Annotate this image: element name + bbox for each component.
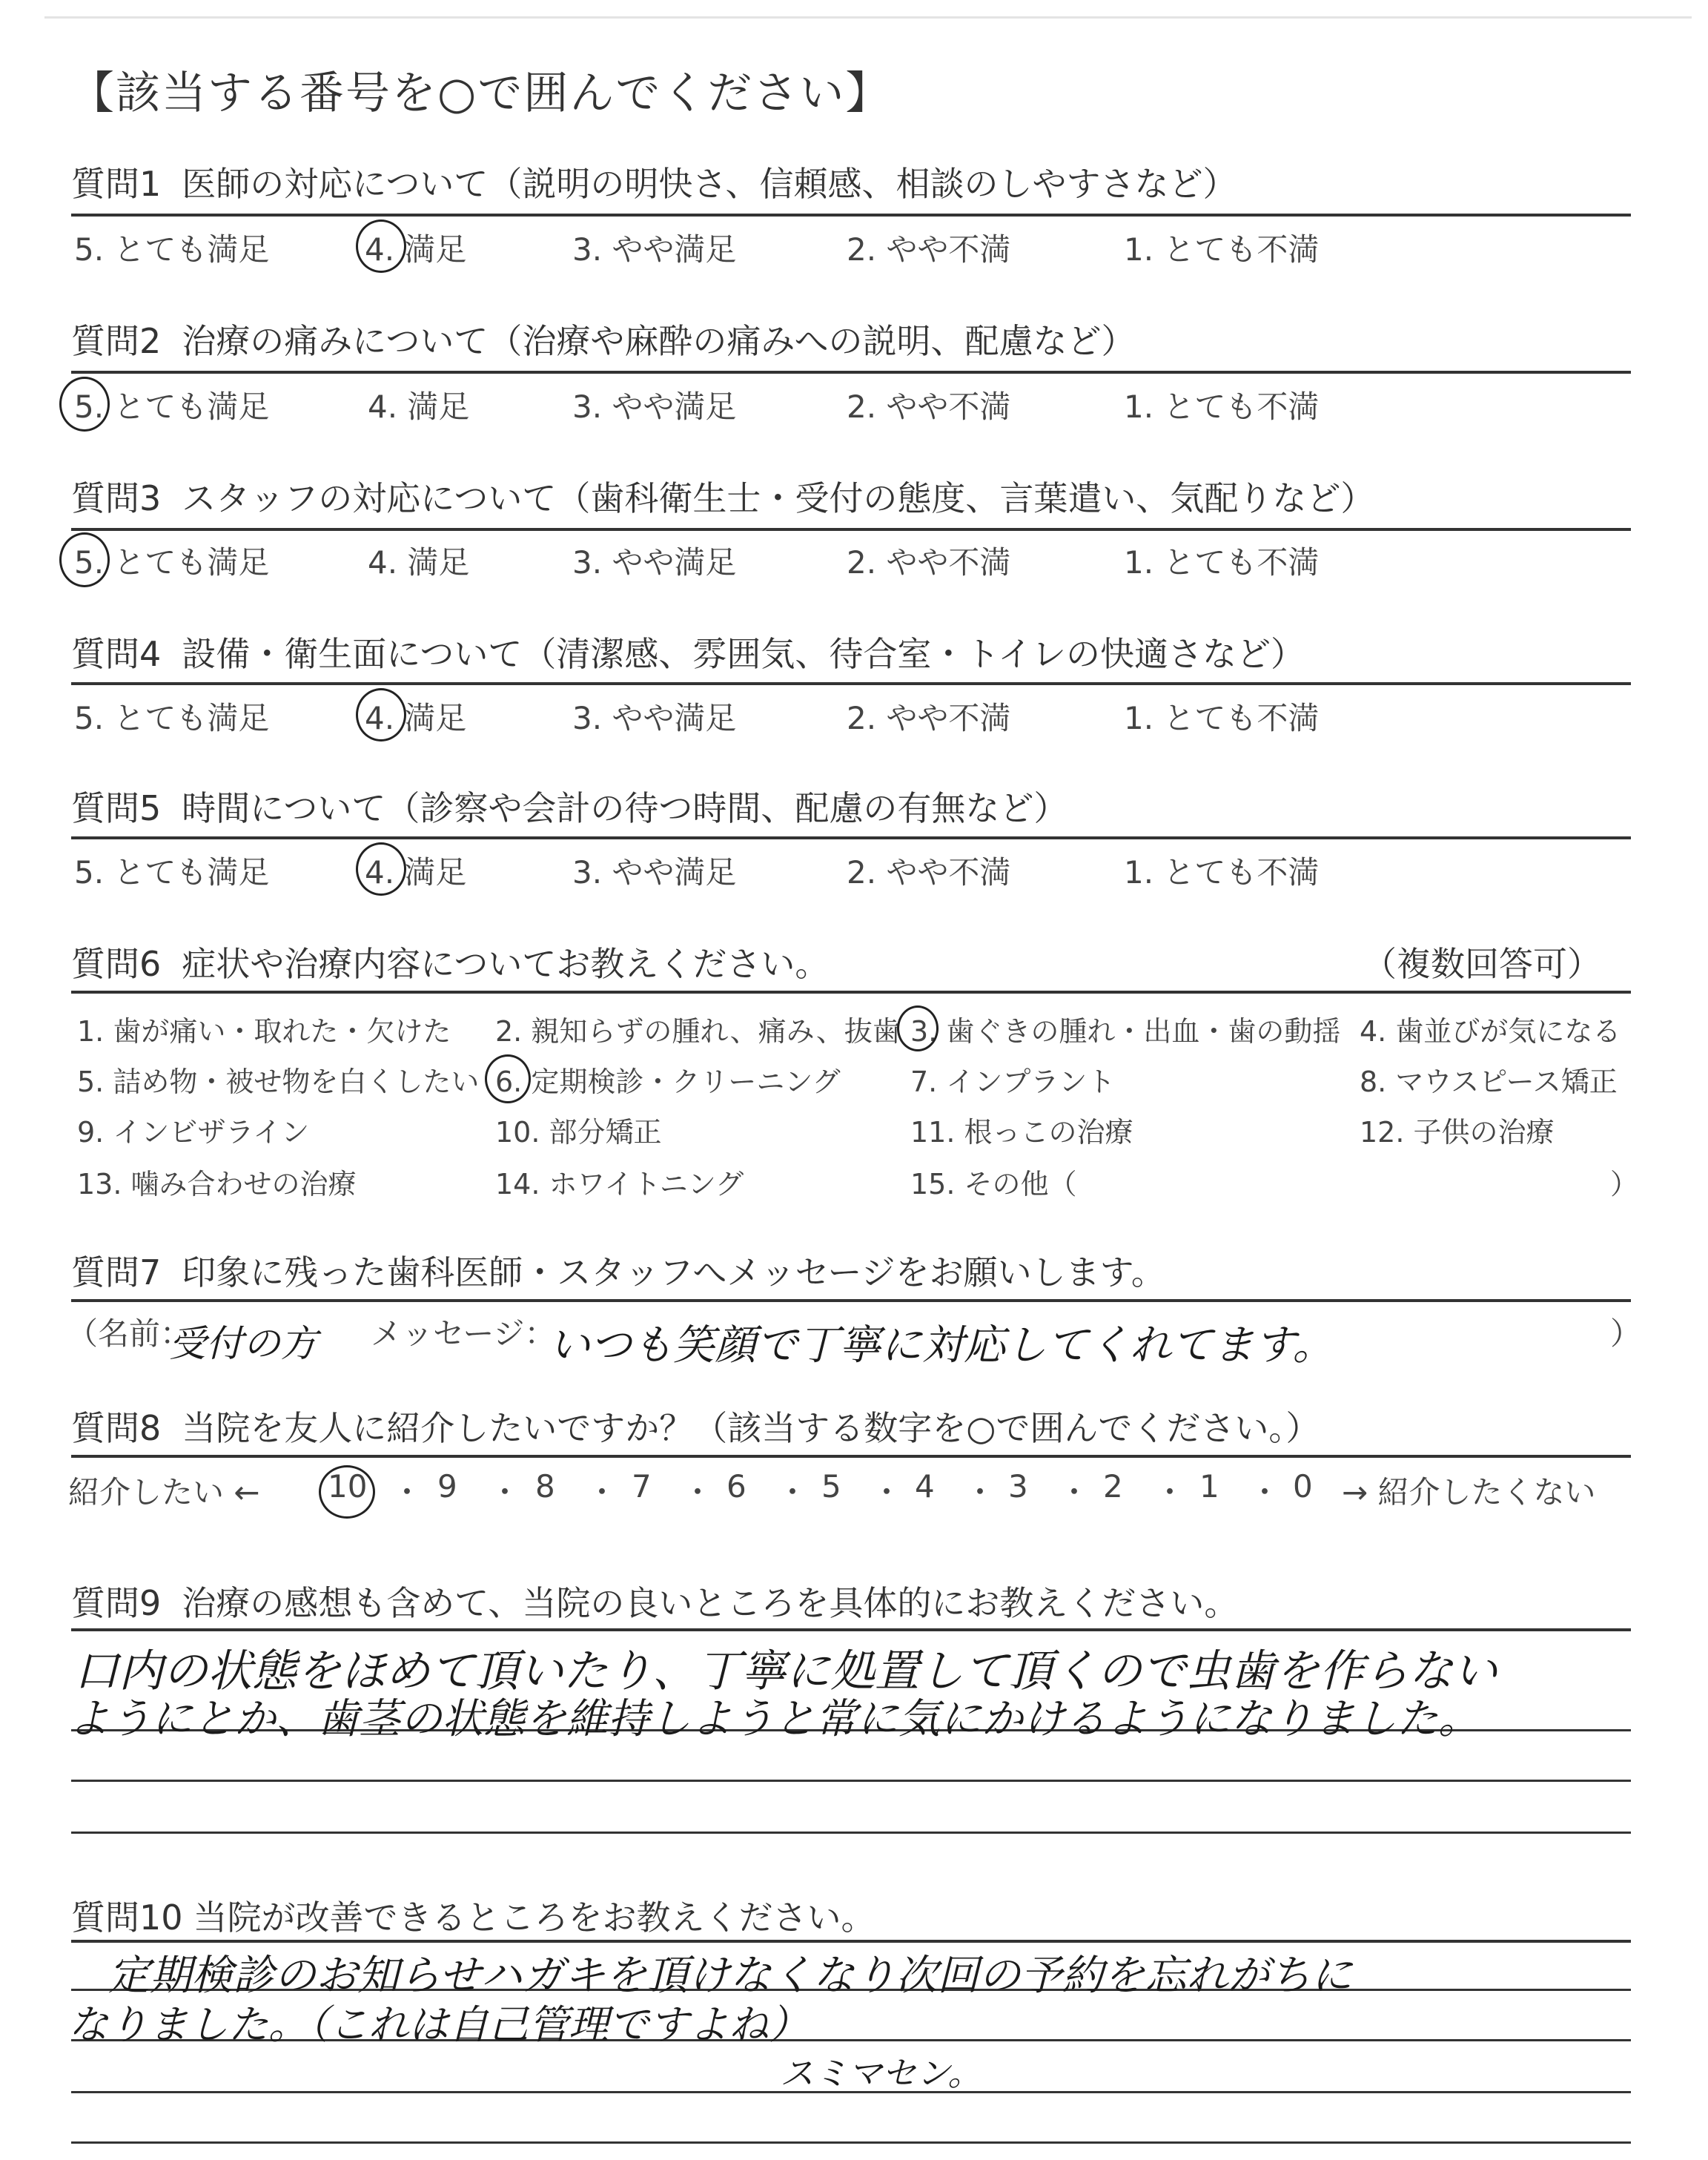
scale-separator: ・ [1249, 1474, 1281, 1510]
question-text: スタッフの対応について（歯科衛生士・受付の態度、言葉遣い、気配りなど） [182, 478, 1375, 518]
question-3-rule [71, 528, 1631, 531]
scale-value-2[interactable]: 2 [1103, 1468, 1123, 1505]
q4-option-2[interactable]: 2. やや不満 [847, 700, 1011, 736]
scale-value-6[interactable]: 6 [726, 1468, 747, 1505]
q5-option-3[interactable]: 3. やや満足 [572, 854, 737, 891]
q3-option-1[interactable]: 1. とても不満 [1124, 544, 1320, 581]
q5-selection-circle [356, 842, 406, 896]
q6-selection-circle-6 [485, 1054, 531, 1103]
question-text: 当院が改善できるところをお教えください。 [193, 1898, 875, 1938]
q9-answer-line [71, 1832, 1631, 1834]
q10-answer-line-3[interactable]: スミマセン。 [780, 2053, 982, 2093]
question-number: 質問6 [71, 944, 162, 984]
q1-option-2[interactable]: 2. やや不満 [847, 231, 1011, 268]
recommend-label: 紹介したい ← [68, 1474, 260, 1510]
q5-option-2[interactable]: 2. やや不満 [847, 854, 1011, 891]
scale-value-7[interactable]: 7 [632, 1468, 652, 1505]
q6-option-10[interactable]: 10. 部分矯正 [495, 1116, 662, 1149]
question-text: 当院を友人に紹介したいですか？（該当する数字を○で囲んでください。） [182, 1408, 1320, 1448]
question-8-rule [71, 1455, 1631, 1458]
question-8 [71, 1401, 1320, 1450]
question-9 [71, 1576, 1238, 1625]
question-5-rule [71, 836, 1631, 839]
q4-selection-circle [356, 688, 406, 742]
question-9-rule [71, 1628, 1631, 1631]
question-10 [71, 1891, 875, 1940]
question-2 [71, 314, 1135, 363]
message-label: メッセージ： [371, 1315, 556, 1352]
q9-answer-line-1[interactable]: 口内の状態をほめて頂いたり、丁寧に処置して頂くので虫歯を作らない [74, 1645, 1497, 1697]
question-1 [71, 157, 1237, 206]
scale-value-5[interactable]: 5 [821, 1468, 841, 1505]
question-text: 印象に残った歯科医師・スタッフへメッセージをお願いします。 [182, 1252, 1165, 1292]
q6-option-14[interactable]: 14. ホワイトニング [495, 1168, 744, 1200]
q1-option-3[interactable]: 3. やや満足 [572, 231, 737, 268]
q3-option-2[interactable]: 2. やや不満 [847, 544, 1011, 581]
q6-option-3[interactable]: 3. 歯ぐきの腫れ・出血・歯の動揺 [910, 1015, 1341, 1048]
q4-option-3[interactable]: 3. やや満足 [572, 700, 737, 736]
question-number: 質問4 [71, 634, 162, 674]
q6-option-7[interactable]: 7. インプラント [910, 1066, 1116, 1098]
q1-option-4[interactable]: 4. 満足 [365, 231, 467, 268]
q3-selection-circle [59, 532, 110, 587]
q8-selection-circle [319, 1465, 375, 1519]
question-text: 症状や治療内容についてお教えください。 [182, 944, 830, 984]
question-number: 質問1 [71, 164, 162, 204]
question-6 [71, 937, 829, 986]
q5-option-5[interactable]: 5. とても満足 [74, 854, 270, 891]
question-number: 質問8 [71, 1408, 162, 1448]
q6-option-15[interactable]: 15. その他（ [910, 1168, 1077, 1200]
q6-option-1[interactable]: 1. 歯が痛い・取れた・欠けた [77, 1015, 451, 1048]
scale-value-10[interactable]: 10 [328, 1468, 368, 1505]
question-number: 質問5 [71, 788, 162, 828]
scale-separator: ・ [391, 1474, 423, 1510]
q3-option-4[interactable]: 4. 満足 [368, 544, 470, 581]
scale-value-4[interactable]: 4 [915, 1468, 935, 1505]
q6-selection-circle-3 [897, 1005, 939, 1051]
q9-answer-line [71, 1780, 1631, 1782]
question-5 [71, 782, 1068, 830]
top-border [44, 16, 1692, 19]
q4-option-4[interactable]: 4. 満足 [365, 700, 467, 736]
question-4 [71, 627, 1305, 676]
scale-separator: ・ [777, 1474, 809, 1510]
question-text: 医師の対応について（説明の明快さ、信頼感、相談のしやすさなど） [182, 164, 1237, 204]
question-7 [71, 1246, 1165, 1295]
page-heading: 【該当する番号を○で囲んでください】 [70, 67, 892, 119]
q5-option-4[interactable]: 4. 満足 [365, 854, 467, 891]
q3-option-5[interactable]: 5. とても満足 [74, 544, 270, 581]
question-6-rule [71, 991, 1631, 994]
q6-option-5[interactable]: 5. 詰め物・被せ物を白くしたい [77, 1066, 480, 1098]
message-handwritten[interactable]: いつも笑顔で丁寧に対応してくれてます。 [549, 1321, 1334, 1370]
q6-option-2[interactable]: 2. 親知らずの腫れ、痛み、抜歯 [495, 1015, 901, 1048]
q2-option-4[interactable]: 4. 満足 [368, 389, 470, 425]
q6-option-6[interactable]: 6. 定期検診・クリーニング [495, 1066, 841, 1098]
q10-answer-line-2[interactable]: なりました。（これは自己管理ですよね） [68, 2001, 809, 2048]
q6-option-12[interactable]: 12. 子供の治療 [1360, 1116, 1555, 1149]
scale-value-1[interactable]: 1 [1199, 1468, 1219, 1505]
question-2-rule [71, 371, 1631, 374]
multiple-answers-note: （複数回答可） [1363, 944, 1601, 984]
question-4-rule [71, 682, 1631, 685]
q5-option-1[interactable]: 1. とても不満 [1124, 854, 1320, 891]
q9-answer-line-2[interactable]: ようにとか、歯茎の状態を維持しようと常に気にかけるようになりました。 [68, 1695, 1480, 1743]
name-label: （名前： [67, 1315, 192, 1352]
not-recommend-label: → 紹介したくない [1342, 1474, 1596, 1510]
q6-option-8[interactable]: 8. マウスピース矯正 [1360, 1066, 1618, 1098]
question-text: 設備・衛生面について（清潔感、雰囲気、待合室・トイレの快適さなど） [182, 634, 1305, 674]
scale-separator: ・ [489, 1474, 521, 1510]
scale-value-9[interactable]: 9 [437, 1468, 457, 1505]
question-number: 質問2 [71, 321, 162, 361]
scale-separator: ・ [682, 1474, 714, 1510]
q2-selection-circle [59, 377, 110, 432]
question-number: 質問7 [71, 1252, 162, 1292]
question-text: 治療の痛みについて（治療や麻酔の痛みへの説明、配慮など） [182, 321, 1136, 361]
q3-option-3[interactable]: 3. やや満足 [572, 544, 737, 581]
message-close-paren: ） [1610, 1315, 1642, 1352]
q10-answer-line [71, 2141, 1631, 2144]
question-number: 質問3 [71, 478, 162, 518]
scale-separator: ・ [1154, 1474, 1186, 1510]
q4-option-1[interactable]: 1. とても不満 [1124, 700, 1320, 736]
question-number: 質問10 [71, 1898, 183, 1938]
q2-option-3[interactable]: 3. やや満足 [572, 389, 737, 425]
question-3 [71, 472, 1374, 521]
scale-separator: ・ [964, 1474, 996, 1510]
q1-selection-circle [356, 219, 406, 273]
q2-option-1[interactable]: 1. とても不満 [1124, 389, 1320, 425]
q6-option-4[interactable]: 4. 歯並びが気になる [1360, 1015, 1621, 1048]
staff-name-handwritten[interactable]: 受付の方 [169, 1322, 317, 1365]
q6-option-11[interactable]: 11. 根っこの治療 [910, 1116, 1133, 1149]
scale-separator: ・ [586, 1474, 618, 1510]
q1-option-1[interactable]: 1. とても不満 [1124, 231, 1320, 268]
scale-value-8[interactable]: 8 [535, 1468, 555, 1505]
q6-option-9[interactable]: 9. インビザライン [77, 1116, 310, 1149]
q2-option-5[interactable]: 5. とても満足 [74, 389, 270, 425]
question-number: 質問9 [71, 1583, 162, 1623]
question-1-rule [71, 214, 1631, 217]
question-7-rule [71, 1299, 1631, 1302]
question-text: 治療の感想も含めて、当院の良いところを具体的にお教えください。 [182, 1583, 1239, 1623]
scale-separator: ・ [871, 1474, 903, 1510]
q4-option-5[interactable]: 5. とても満足 [74, 700, 270, 736]
q6-other-close-paren: ） [1610, 1168, 1639, 1200]
q10-answer-line-1[interactable]: 定期検診のお知らせハガキを頂けなくなり次回の予約を忘れがちに [108, 1952, 1353, 2000]
scale-value-3[interactable]: 3 [1008, 1468, 1028, 1505]
q1-option-5[interactable]: 5. とても満足 [74, 231, 270, 268]
scale-value-0[interactable]: 0 [1293, 1468, 1313, 1505]
q2-option-2[interactable]: 2. やや不満 [847, 389, 1011, 425]
scale-separator: ・ [1059, 1474, 1090, 1510]
question-text: 時間について（診察や会計の待つ時間、配慮の有無など） [182, 788, 1068, 828]
q6-option-13[interactable]: 13. 噛み合わせの治療 [77, 1168, 357, 1200]
